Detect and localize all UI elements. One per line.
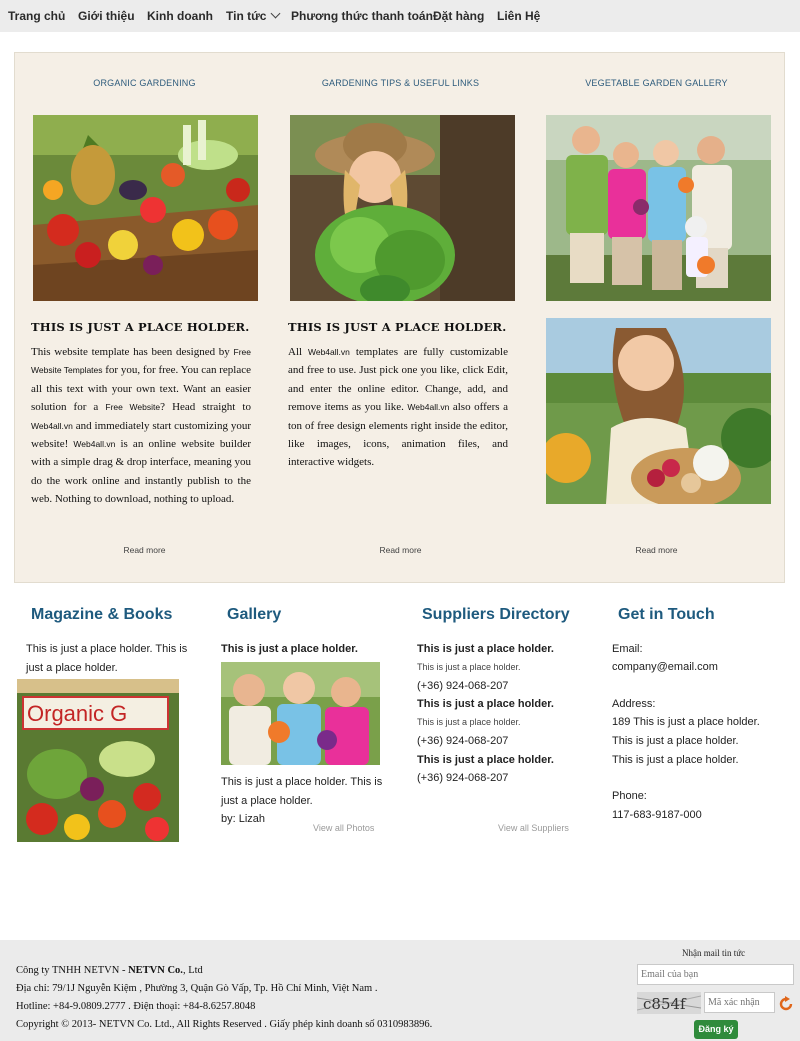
woman-with-basket-image	[546, 318, 771, 504]
phone-label: Phone:	[612, 790, 647, 802]
supplier-name[interactable]: This is just a place holder.	[417, 698, 554, 710]
free-website-templates-link[interactable]: Free Website Templates	[31, 347, 251, 376]
magazine-cover-image[interactable]	[17, 679, 179, 842]
magazine-text: This is just a place holder. This is just a place holder.	[26, 643, 188, 674]
contact-title: Get in Touch	[618, 606, 715, 623]
web4all-link[interactable]: Web4all.vn	[407, 402, 450, 413]
view-all-photos-link[interactable]: View all Photos	[313, 823, 375, 833]
captcha-graphic	[637, 992, 701, 1014]
newsletter-email-input[interactable]	[637, 964, 794, 985]
nav-item-home[interactable]: Trang chủ	[8, 9, 66, 23]
col2-text-part: also offers a ton of free design elements right inside the editor, like images, icons, animation files, and interactive widgets.	[288, 401, 508, 469]
gallery-title: Gallery	[227, 606, 282, 623]
col3-read-more-link[interactable]: Read more	[635, 545, 678, 555]
magazine-title: Magazine & Books	[31, 606, 173, 623]
nav-item-contact[interactable]: Liên Hệ	[497, 9, 541, 23]
col3-title[interactable]: VEGETABLE GARDEN GALLERY	[585, 78, 728, 88]
email-label: Email:	[612, 643, 643, 655]
address-line: This is just a place holder.	[612, 754, 739, 766]
col1-read-more-link[interactable]: Read more	[123, 545, 166, 555]
col1-text-part: is an online website builder with a simple drag & drop interface, meaning you do the work online and instantly publish to the web. Nothing to download, nothing to upload.	[31, 438, 251, 506]
col1-title[interactable]: ORGANIC GARDENING	[93, 78, 196, 88]
contact-email[interactable]: company@email.com	[612, 661, 718, 673]
col1-text	[31, 343, 251, 509]
col2-text	[288, 343, 508, 472]
footer-hotline: Hotline: +84-9.0809.2777 . Điện thoại: +84-8.6257.8048	[16, 1001, 256, 1012]
col1-text-part: and immediately start customizing your website!	[31, 419, 251, 451]
web4all-link[interactable]: Web4all.vn	[31, 420, 73, 431]
magazine-cover-title: Organic G	[27, 701, 128, 726]
captcha-image	[637, 992, 701, 1014]
feature-panel	[14, 52, 785, 583]
gallery-text: This is just a place holder. This is just a place holder.	[221, 776, 383, 807]
col2-read-more-link[interactable]: Read more	[379, 545, 422, 555]
gallery-family-image	[221, 662, 380, 765]
nav-item-order[interactable]: Đặt hàng	[433, 9, 485, 23]
vegetable-crate-image	[33, 115, 258, 301]
address-line: 189 This is just a place holder.	[612, 716, 760, 728]
view-all-suppliers-link[interactable]: View all Suppliers	[498, 823, 569, 833]
main-nav	[0, 0, 800, 32]
supplier-phone: (+36) 924-068-207	[417, 735, 509, 747]
family-garden-image	[546, 115, 771, 301]
suppliers-title: Suppliers Directory	[422, 606, 570, 623]
nav-item-news-label: Tin tức	[226, 9, 267, 23]
nav-item-about[interactable]: Giới thiệu	[78, 9, 135, 23]
col2-text-part: templates are fully customizable and free to use. Just pick one you like, click Edit, and enter the online editor. Change, add, and remove items as you like.	[288, 346, 508, 414]
girl-with-lettuce-image	[290, 115, 515, 301]
captcha-input[interactable]	[704, 992, 775, 1013]
woman-with-basket-photo	[546, 318, 771, 504]
contact-phone: 117-683-9187-000	[612, 809, 702, 821]
newsletter-title: Nhận mail tin tức	[682, 948, 746, 958]
footer-company-suffix: , Ltd	[182, 965, 203, 976]
nav-item-payment[interactable]: Phương thức thanh toán	[291, 9, 433, 23]
web4all-link[interactable]: Web4all.vn	[307, 347, 350, 357]
footer-company-name: NETVN Co.	[128, 965, 183, 976]
vegetable-crate-photo	[33, 115, 258, 301]
gallery-author: by: Lizah	[221, 813, 266, 825]
col2-title[interactable]: GARDENING TIPS & USEFUL LINKS	[321, 78, 480, 88]
gallery-photo[interactable]	[221, 662, 380, 765]
nav-item-business[interactable]: Kinh doanh	[147, 9, 213, 23]
address-label: Address:	[612, 698, 656, 710]
col1-heading: THIS IS JUST A PLACE HOLDER.	[31, 320, 250, 334]
free-website-link[interactable]: Free Website	[105, 402, 161, 413]
footer	[0, 940, 800, 1041]
nav-item-news[interactable]	[226, 9, 279, 23]
footer-copyright: Copyright © 2013- NETVN Co. Ltd., All Rights Reserved . Giấy phép kinh doanh số 0310983896.	[16, 1019, 433, 1030]
footer-company-prefix: Công ty TNHH NETVN -	[16, 965, 129, 976]
subscribe-button[interactable]: Đăng ký	[694, 1020, 738, 1039]
supplier-name[interactable]: This is just a place holder.	[417, 754, 554, 766]
refresh-captcha-icon[interactable]	[778, 996, 794, 1012]
supplier-desc: This is just a place holder.	[417, 717, 521, 727]
web4all-link[interactable]: Web4all.vn	[73, 439, 116, 450]
col1-text-part: for you, for free. You can replace all this text with your own text. Want an easier solution for a	[31, 364, 251, 414]
col1-text-part: ? Head straight to	[160, 401, 251, 414]
col1-text-part: This website template has been designed by	[31, 346, 234, 358]
col2-text-part: All	[288, 346, 308, 358]
supplier-name[interactable]: This is just a place holder.	[417, 643, 554, 655]
supplier-phone: (+36) 924-068-207	[417, 772, 509, 784]
captcha-text: c854f	[643, 995, 686, 1013]
supplier-desc: This is just a place holder.	[417, 662, 521, 672]
supplier-phone: (+36) 924-068-207	[417, 680, 509, 692]
gallery-caption: This is just a place holder.	[221, 643, 358, 655]
chevron-down-icon	[271, 9, 281, 19]
address-line: This is just a place holder.	[612, 735, 739, 747]
magazine-cover-art	[17, 679, 179, 842]
footer-company	[16, 965, 203, 976]
girl-with-lettuce-photo	[290, 115, 515, 301]
col2-heading: THIS IS JUST A PLACE HOLDER.	[288, 320, 507, 334]
family-garden-photo	[546, 115, 771, 301]
footer-address: Địa chỉ: 79/1J Nguyễn Kiệm , Phường 3, Quận Gò Vấp, Tp. Hồ Chí Minh, Việt Nam .	[16, 983, 378, 994]
